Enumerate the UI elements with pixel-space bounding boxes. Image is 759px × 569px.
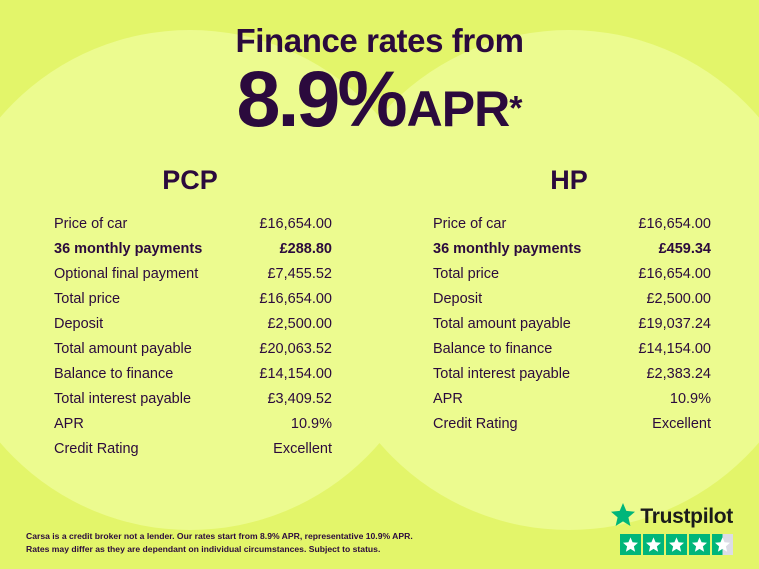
row-value: £14,154.00: [259, 366, 332, 383]
row-value: Excellent: [652, 416, 711, 433]
asterisk-marker: *: [509, 89, 523, 128]
star-icon: [666, 534, 687, 555]
row-value: £16,654.00: [638, 266, 711, 283]
row-value: £16,654.00: [638, 216, 711, 233]
trustpilot-logo: [611, 503, 733, 531]
row-label: Deposit: [54, 316, 104, 333]
row-value: £459.34: [658, 241, 711, 258]
rate-headline: [0, 54, 759, 143]
row-label: Total amount payable: [54, 341, 192, 358]
row-label: Price of car: [54, 216, 128, 233]
column-title-pcp: PCP: [162, 164, 218, 195]
table-row: [40, 212, 340, 237]
row-value: £2,383.24: [646, 366, 711, 383]
row-label: APR: [433, 391, 463, 408]
star-icon: [689, 534, 710, 555]
table-row: [40, 237, 340, 262]
disclaimer-line-2: Rates may differ as they are dependant on individual circumstances. Subject to status.: [26, 543, 381, 554]
row-label: 36 monthly payments: [54, 241, 203, 258]
row-label: Balance to finance: [433, 341, 553, 358]
row-label: APR: [54, 416, 84, 433]
table-row: [419, 312, 719, 337]
table-row: [40, 362, 340, 387]
table-row: [40, 337, 340, 362]
row-value: 10.9%: [290, 416, 332, 433]
row-value: 10.9%: [669, 391, 711, 408]
row-value: £20,063.52: [259, 341, 332, 358]
trustpilot-star-icon: [611, 503, 635, 531]
table-row: [419, 287, 719, 312]
row-value: £14,154.00: [638, 341, 711, 358]
table-row: [419, 262, 719, 287]
star-icon: [643, 534, 664, 555]
finance-comparison: [0, 141, 759, 462]
table-row: [40, 437, 340, 462]
column-title-hp: HP: [550, 164, 588, 195]
rate-percent: 8.9%: [236, 54, 405, 143]
footer: [0, 503, 759, 555]
star-icon: [620, 534, 641, 555]
table-row: [419, 212, 719, 237]
row-value: £2,500.00: [646, 291, 711, 308]
row-value: £7,455.52: [267, 266, 332, 283]
rate-apr-label: APR: [406, 81, 510, 137]
row-value: £16,654.00: [259, 291, 332, 308]
row-value: £19,037.24: [638, 316, 711, 333]
table-row: [419, 412, 719, 437]
row-label: Total price: [433, 266, 500, 283]
page-title: Finance rates from: [235, 22, 524, 59]
row-label: Total interest payable: [54, 391, 192, 408]
half-star-icon: [712, 534, 733, 555]
table-row: [419, 237, 719, 262]
row-label: Total price: [54, 291, 121, 308]
disclaimer-line-1: Carsa is a credit broker not a lender. Our rates start from 8.9% APR, representative 10.9% APR.: [26, 531, 413, 542]
trustpilot-rating: [611, 503, 733, 555]
row-label: Credit Rating: [433, 416, 518, 433]
table-row: [419, 362, 719, 387]
row-value: Excellent: [273, 441, 332, 458]
row-value: £2,500.00: [267, 316, 332, 333]
row-label: Total interest payable: [433, 366, 571, 383]
row-label: Credit Rating: [54, 441, 139, 458]
row-label: Deposit: [433, 291, 483, 308]
trustpilot-wordmark: Trustpilot: [640, 505, 733, 528]
row-label: Optional final payment: [54, 266, 199, 283]
table-row: [40, 412, 340, 437]
row-label: Total amount payable: [433, 316, 571, 333]
table-row: [40, 262, 340, 287]
table-row: [40, 287, 340, 312]
trustpilot-stars: [611, 534, 733, 555]
finance-column-hp: [419, 165, 719, 462]
table-row: [40, 312, 340, 337]
row-value: £3,409.52: [267, 391, 332, 408]
table-row: [419, 337, 719, 362]
table-row: [419, 387, 719, 412]
row-value: £16,654.00: [259, 216, 332, 233]
row-label: Balance to finance: [54, 366, 174, 383]
row-label: Price of car: [433, 216, 507, 233]
finance-column-pcp: [40, 165, 340, 462]
table-row: [40, 387, 340, 412]
disclaimer-text: [26, 530, 413, 555]
row-value: £288.80: [279, 241, 332, 258]
row-label: 36 monthly payments: [433, 241, 582, 258]
